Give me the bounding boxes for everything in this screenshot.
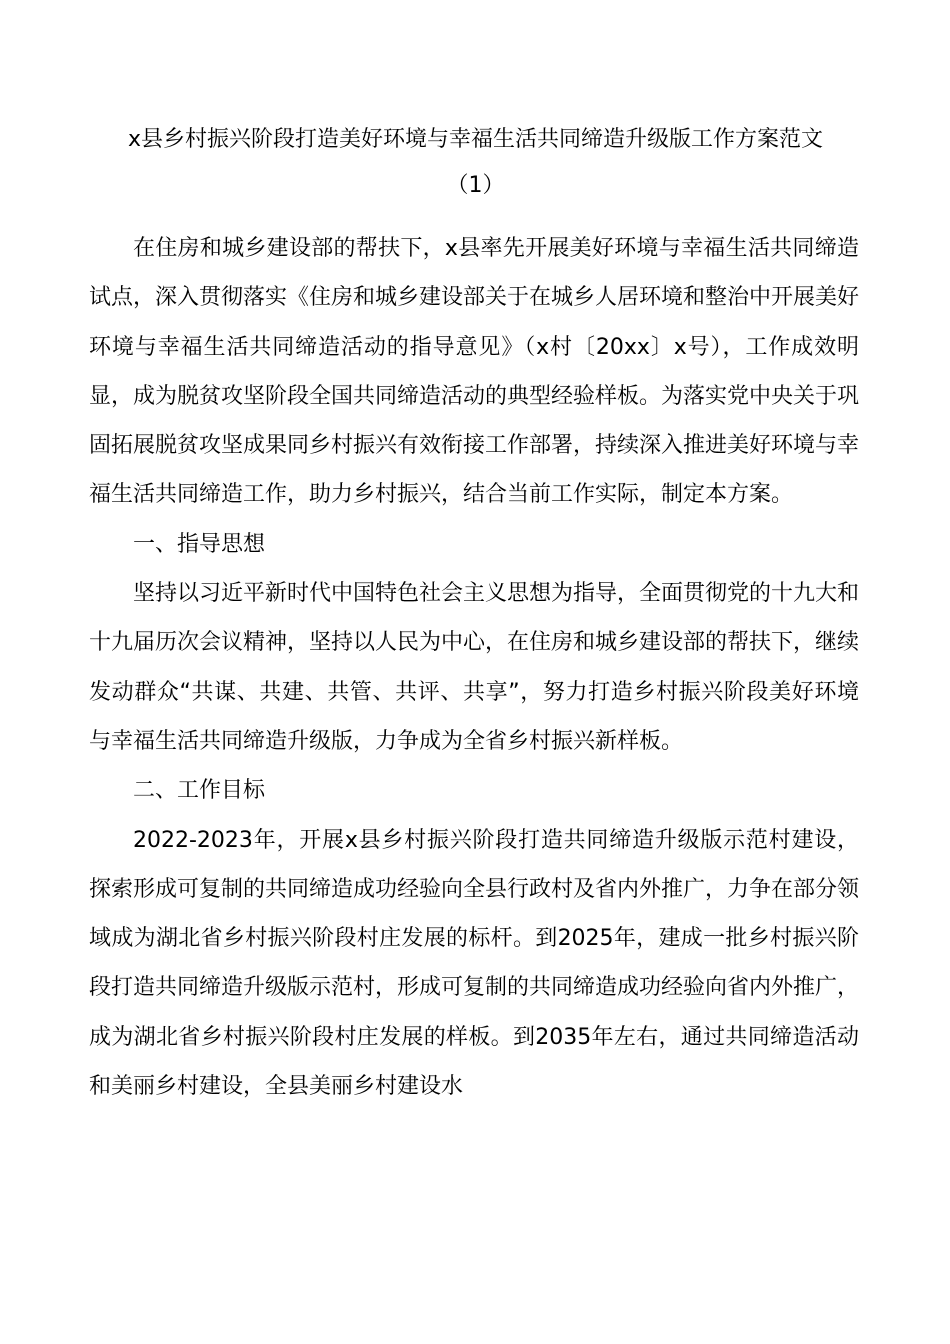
title-line-2: （1） (446, 173, 505, 198)
section-heading-work-goals: 二、工作目标 (133, 778, 266, 804)
work-goals-paragraph: 2022-2023年，开展x县乡村振兴阶段打造共同缔造升级版示范村建设，探索形成可复制的共同缔造成功经验向全县行政村及省内外推广，力争在部分领域成为湖北省乡村振兴阶段村庄发展的标杆。到2025年，建成一批乡村振兴阶段打造共同缔造升级版示范村，形成可复制的共同缔造成功经验向省内外推广，成为湖北省乡村振兴阶段村庄发展的样板。到2035年左右，通过共同缔造活动和美丽乡村建设，全县美丽乡村建设水 (89, 827, 860, 1100)
section-heading-guiding-ideology: 一、指导思想 (133, 531, 266, 557)
title-line-1: x县乡村振兴阶段打造美好环境与幸福生活共同缔造升级版工作方案范文 (127, 127, 824, 152)
intro-paragraph: 在住房和城乡建设部的帮扶下，x县率先开展美好环境与幸福生活共同缔造试点，深入贯彻落实《住房和城乡建设部关于在城乡人居环境和整治中开展美好环境与幸福生活共同缔造活动的指导意见》（x村〔20xx〕x号），工作成效明显，成为脱贫攻坚阶段全国共同缔造活动的典型经验样板。为落实党中央关于巩固拓展脱贫攻坚成果同乡村振兴有效衔接工作部署，持续深入推进美好环境与幸福生活共同缔造工作，助力乡村振兴，结合当前工作实际，制定本方案。 (89, 236, 860, 508)
document-title (88, 117, 863, 209)
guiding-ideology-paragraph: 坚持以习近平新时代中国特色社会主义思想为指导，全面贯彻党的十九大和十九届历次会议精神，坚持以人民为中心，在住房和城乡建设部的帮扶下，继续发动群众“共谋、共建、共管、共评、共享”，努力打造乡村振兴阶段美好环境与幸福生活共同缔造升级版，力争成为全省乡村振兴新样板。 (89, 581, 860, 754)
document-body (89, 224, 859, 1111)
